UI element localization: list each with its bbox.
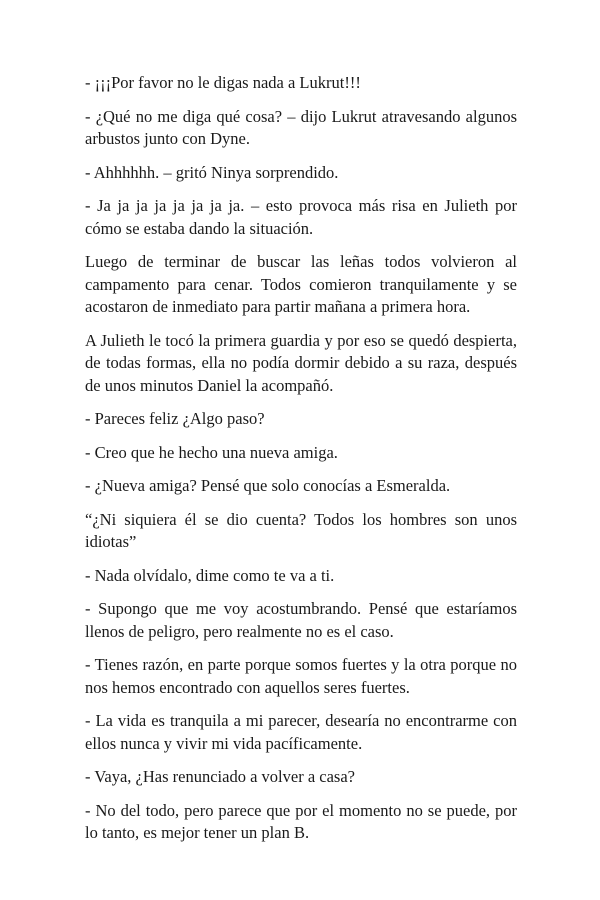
paragraph: - Creo que he hecho una nueva amiga. [85,442,338,462]
paragraph: - ¿Qué no me diga qué cosa? – dijo Lukrut atravesando algunos arbustos junto con Dyne. [85,106,517,148]
paragraph: - Nada olvídalo, dime como te va a ti. [85,565,335,585]
paragraph: Luego de terminar de buscar las leñas todos volvieron al campamento para cenar. Todos comieron tranquilamente y se acostaron de inmediato para partir mañana a primera hora. [85,252,517,316]
paragraph: - No del todo, pero parece que por el momento no se puede, por lo tanto, es mejor tener un plan B. [85,800,517,842]
paragraph: - Tienes razón, en parte porque somos fuertes y la otra porque no nos hemos encontrado con aquellos seres fuertes. [85,655,517,697]
book-page [85,72,517,856]
paragraph: A Julieth le tocó la primera guardia y por eso se quedó despierta, de todas formas, ella no podía dormir debido a su raza, después de unos minutos Daniel la acompañó. [85,330,517,395]
paragraph: - Pareces feliz ¿Algo paso? [85,409,265,428]
paragraph: - ¿Nueva amiga? Pensé que solo conocías a Esmeralda. [85,476,451,495]
paragraph: - Ja ja ja ja ja ja ja ja. – esto provoca más risa en Julieth por cómo se estaba dando la situación. [85,196,517,238]
paragraph: - Supongo que me voy acostumbrando. Pensé que estaríamos llenos de peligro, pero realmente no es el caso. [85,599,517,641]
paragraph: - Vaya, ¿Has renunciado a volver a casa? [85,767,355,786]
paragraph: - Ahhhhhh. – gritó Ninya sorprendido. [85,162,339,182]
paragraph: - La vida es tranquila a mi parecer, desearía no encontrarme con ellos nunca y vivir mi vida pacíficamente. [85,711,517,753]
paragraph: “¿Ni siquiera él se dio cuenta? Todos los hombres son unos idiotas” [85,509,517,551]
paragraph: - ¡¡¡Por favor no le digas nada a Lukrut!!! [85,73,361,92]
